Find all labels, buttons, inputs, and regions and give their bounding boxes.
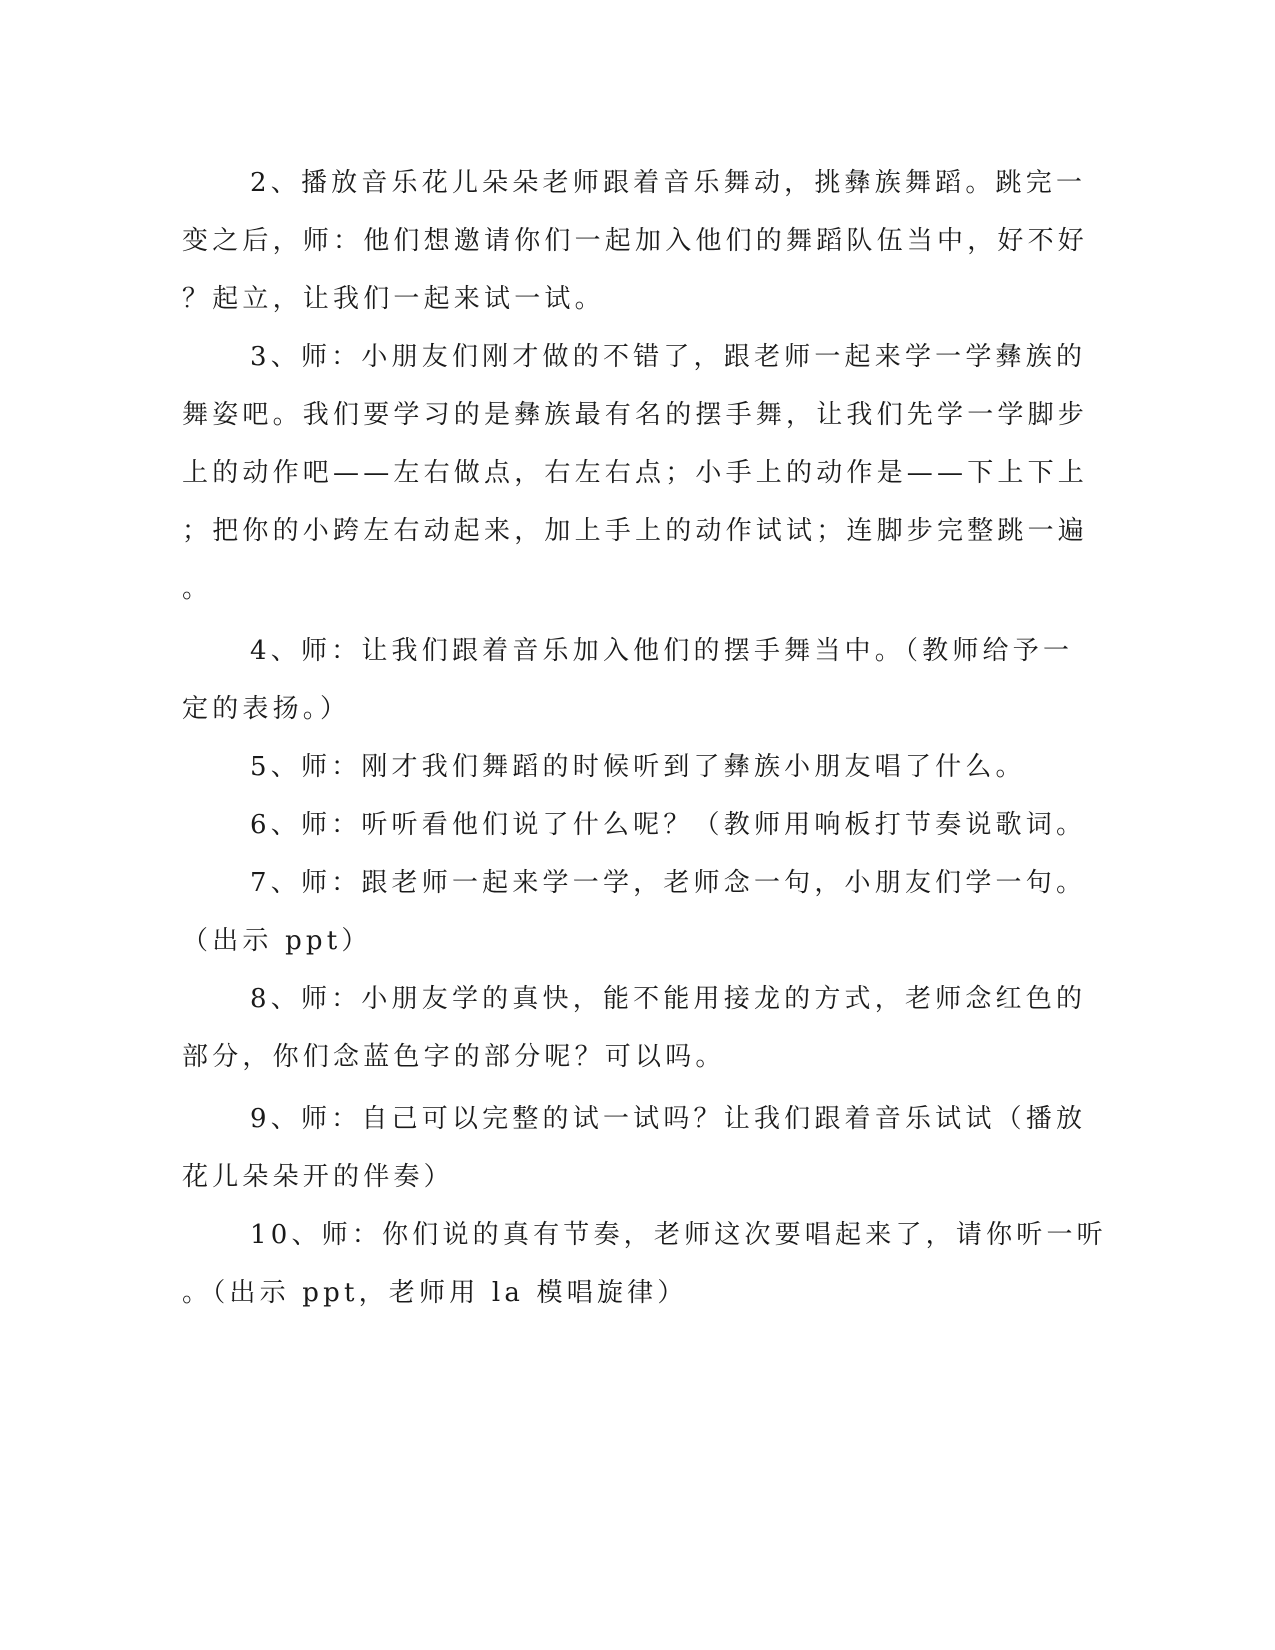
paragraph-10-line-1: 10、师：你们说的真有节奏，老师这次要唱起来了，请你听一听 xyxy=(250,1220,1107,1250)
paragraph-2-line-3: ？起立，让我们一起来试一试。 xyxy=(182,284,605,314)
paragraph-5-line-1: 5、师：刚才我们舞蹈的时候听到了彝族小朋友唱了什么。 xyxy=(250,752,1026,782)
paragraph-10-line-2: 。（出示 ppt，老师用 la 模唱旋律） xyxy=(182,1278,688,1308)
paragraph-6-line-1: 6、师：听听看他们说了什么呢？（教师用响板打节奏说歌词。 xyxy=(250,810,1087,840)
paragraph-8-line-2: 部分，你们念蓝色字的部分呢？可以吗。 xyxy=(182,1042,726,1072)
paragraph-3-line-1: 3、师：小朋友们刚才做的不错了，跟老师一起来学一学彝族的 xyxy=(250,342,1087,372)
paragraph-8-line-1: 8、师：小朋友学的真快，能不能用接龙的方式，老师念红色的 xyxy=(250,984,1087,1014)
paragraph-3-line-2: 舞姿吧。我们要学习的是彝族最有名的摆手舞，让我们先学一学脚步 xyxy=(182,400,1089,430)
paragraph-9-line-1: 9、师：自己可以完整的试一试吗？让我们跟着音乐试试（播放 xyxy=(250,1104,1087,1134)
paragraph-9-line-2: 花儿朵朵开的伴奏） xyxy=(182,1162,454,1192)
paragraph-4-line-2: 定的表扬。） xyxy=(182,694,351,724)
paragraph-2-line-2: 变之后，师：他们想邀请你们一起加入他们的舞蹈队伍当中，好不好 xyxy=(182,226,1089,256)
paragraph-2-line-1: 2、播放音乐花儿朵朵老师跟着音乐舞动，挑彝族舞蹈。跳完一 xyxy=(250,168,1087,198)
paragraph-4-line-1: 4、师：让我们跟着音乐加入他们的摆手舞当中。（教师给予一 xyxy=(250,636,1074,666)
paragraph-3-line-3: 上的动作吧——左右做点，右左右点；小手上的动作是——下上下上 xyxy=(182,458,1089,488)
paragraph-7-line-2: （出示 ppt） xyxy=(182,926,372,956)
paragraph-3-line-5: 。 xyxy=(182,574,213,604)
paragraph-7-line-1: 7、师：跟老师一起来学一学，老师念一句，小朋友们学一句。 xyxy=(250,868,1087,898)
paragraph-3-line-4: ；把你的小跨左右动起来，加上手上的动作试试；连脚步完整跳一遍 xyxy=(182,516,1089,546)
